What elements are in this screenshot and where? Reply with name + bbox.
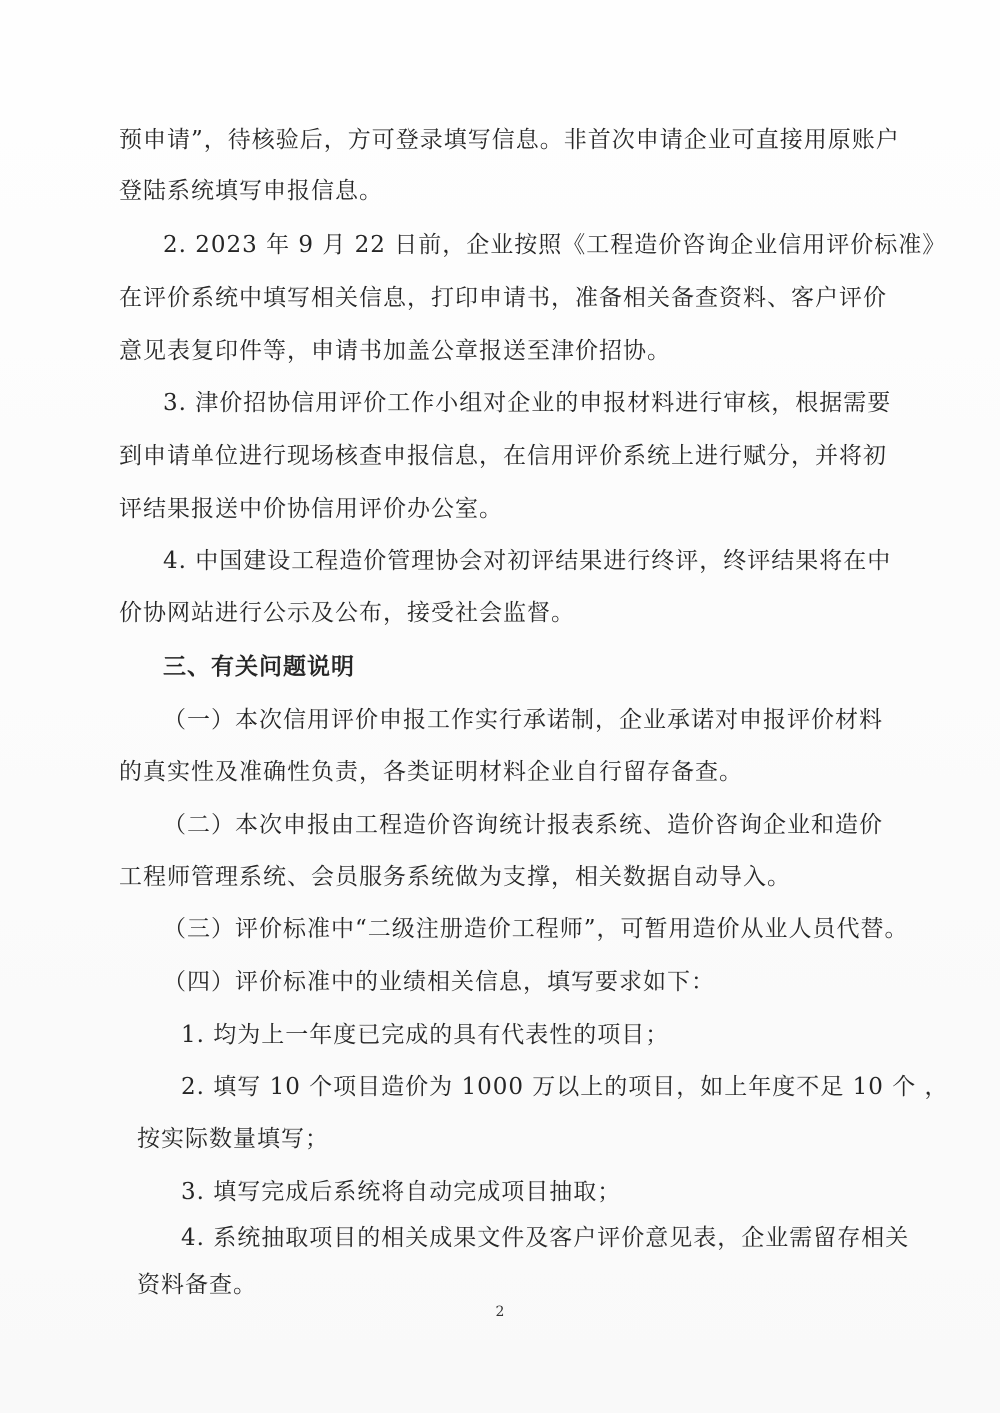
- text-line: （三）评价标准中“二级注册造价工程师”，可暂用造价从业人员代替。: [163, 916, 909, 942]
- text-line: 工程师管理系统、会员服务系统做为支撑，相关数据自动导入。: [119, 864, 791, 890]
- text-line: 在评价系统中填写相关信息，打印申请书，准备相关备查资料、客户评价: [119, 285, 887, 311]
- text-line: （一）本次信用评价申报工作实行承诺制，企业承诺对申报评价材料: [163, 707, 883, 733]
- text-line: 4. 系统抽取项目的相关成果文件及客户评价意见表，企业需留存相关: [181, 1225, 910, 1251]
- text-line: 意见表复印件等，申请书加盖公章报送至津价招协。: [119, 338, 671, 364]
- text-line: （四）评价标准中的业绩相关信息，填写要求如下：: [163, 969, 715, 995]
- text-line: 2. 2023 年 9 月 22 日前，企业按照《工程造价咨询企业信用评价标准》: [163, 232, 947, 258]
- text-line: 4. 中国建设工程造价管理协会对初评结果进行终评，终评结果将在中: [163, 548, 892, 574]
- section-heading: 三、有关问题说明: [163, 653, 355, 680]
- text-line: 登陆系统填写申报信息。: [119, 178, 383, 204]
- text-line: 3. 填写完成后系统将自动完成项目抽取；: [181, 1179, 622, 1205]
- page-number: 2: [495, 1304, 505, 1320]
- text-line: 价协网站进行公示及公布，接受社会监督。: [119, 600, 575, 626]
- text-line: 1. 均为上一年度已完成的具有代表性的项目；: [181, 1022, 670, 1048]
- text-line: 按实际数量填写；: [137, 1126, 329, 1152]
- text-line: 预申请”，待核验后，方可登录填写信息。非首次申请企业可直接用原账户: [119, 127, 900, 153]
- text-line: 的真实性及准确性负责，各类证明材料企业自行留存备查。: [119, 759, 743, 785]
- text-line: 到申请单位进行现场核查申报信息，在信用评价系统上进行赋分，并将初: [119, 443, 887, 469]
- text-line: （二）本次申报由工程造价咨询统计报表系统、造价咨询企业和造价: [163, 812, 883, 838]
- text-line: 3. 津价招协信用评价工作小组对企业的申报材料进行审核，根据需要: [163, 390, 892, 416]
- text-line: 2. 填写 10 个项目造价为 1000 万以上的项目，如上年度不足 10 个 ，: [181, 1074, 949, 1100]
- text-line: 评结果报送中价协信用评价办公室。: [119, 496, 503, 522]
- text-line: 资料备查。: [137, 1272, 257, 1298]
